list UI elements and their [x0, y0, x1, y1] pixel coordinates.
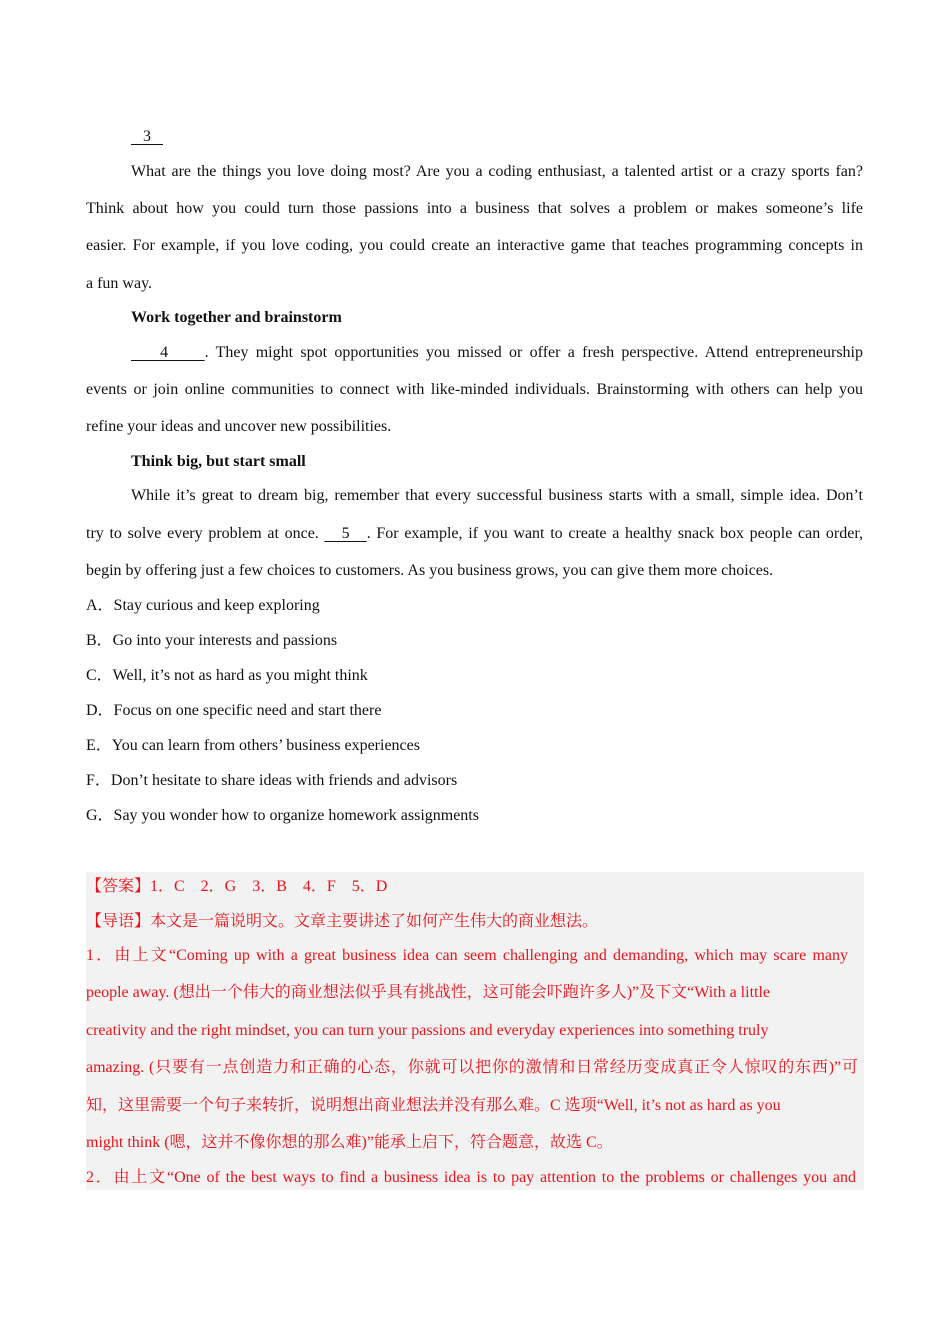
answer-line: 【答案】1．C 2．G 3．B 4．F 5．D: [86, 878, 388, 895]
answer-explanation-box: [86, 872, 864, 1190]
option-d: D．Focus on one specific need and start there: [86, 702, 382, 719]
section4-line-1: [131, 343, 863, 363]
explanation-2-line-1: 2．由上文“One of the best ways to find a business idea is to pay attention to the problems or challenges you and: [86, 1169, 856, 1186]
blank-4: 4: [131, 344, 205, 361]
section4-line-2: events or join online communities to connect with like-minded individuals. Brainstorming with others can help you: [86, 381, 863, 398]
explanation-1-line-5: 知，这里需要一个句子来转折，说明想出商业想法并没有那么难。C 选项“Well, it’s not as hard as you: [86, 1097, 781, 1114]
heading-think-big: Think big, but start small: [131, 453, 306, 470]
heading-work-together: Work together and brainstorm: [131, 309, 342, 326]
blank-5: 5: [324, 525, 367, 542]
section3-line-2: Think about how you could turn those passions into a business that solves a problem or makes someone’s life: [86, 200, 863, 217]
explanation-1-line-2: people away. (想出一个伟大的商业想法似乎具有挑战性，这可能会吓跑许多人)”及下文“With a little: [86, 984, 771, 1001]
option-a: A．Stay curious and keep exploring: [86, 597, 320, 614]
option-b: B．Go into your interests and passions: [86, 632, 338, 649]
section5-line-3: begin by offering just a few choices to customers. As you business grows, you can give them more choices.: [86, 562, 774, 579]
section5-line-2-after: . For example, if you want to create a healthy snack box people can order,: [366, 525, 864, 542]
explanation-1-line-3: creativity and the right mindset, you can turn your passions and everyday experiences into something truly: [86, 1022, 769, 1039]
section3-line-1: What are the things you love doing most? Are you a coding enthusiast, a talented artist or a crazy sports fan?: [131, 163, 863, 180]
section5-line-2-before: try to solve every problem at once.: [86, 525, 325, 542]
section4-line-1-text: . They might spot opportunities you missed or offer a fresh perspective. Attend entrepreneurship: [204, 344, 864, 361]
explanation-1-line-1: 1．由上文“Coming up with a great business idea can seem challenging and demanding, which may scare many: [86, 947, 848, 964]
option-c: C．Well, it’s not as hard as you might think: [86, 667, 368, 684]
option-g: G．Say you wonder how to organize homework assignments: [86, 807, 479, 824]
blank-3: 3: [131, 128, 163, 145]
guide-line: 【导语】本文是一篇说明文。文章主要讲述了如何产生伟大的商业想法。: [86, 913, 599, 930]
option-e: E．You can learn from others’ business experiences: [86, 737, 420, 754]
section4-line-3: refine your ideas and uncover new possibilities.: [86, 418, 392, 435]
section3-line-4: a fun way.: [86, 275, 153, 292]
section3-line-3: easier. For example, if you love coding, you could create an interactive game that teaches programming concepts in: [86, 237, 863, 254]
section5-line-2: [86, 524, 863, 544]
section5-line-1: While it’s great to dream big, remember that every successful business starts with a small, simple idea. Don’t: [131, 487, 863, 504]
option-f: F．Don’t hesitate to share ideas with friends and advisors: [86, 772, 458, 789]
explanation-1-line-4: amazing. (只要有一点创造力和正确的心态，你就可以把你的激情和日常经历变成真正令人惊叹的东西)”可: [86, 1059, 858, 1076]
explanation-1-line-6: might think (嗯，这并不像你想的那么难)”能承上启下，符合题意，故选 C。: [86, 1134, 613, 1151]
